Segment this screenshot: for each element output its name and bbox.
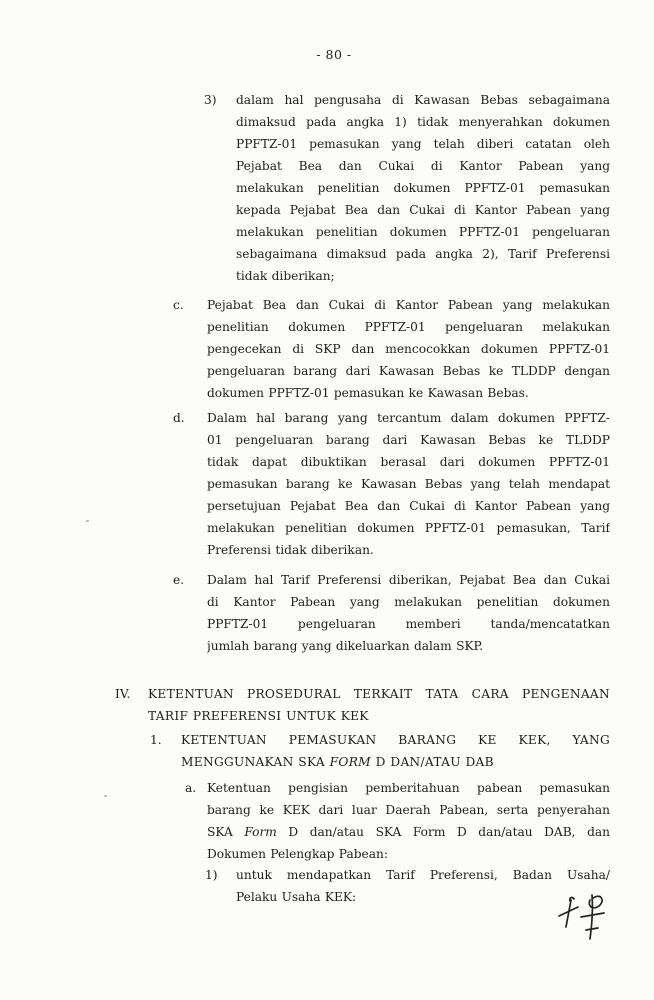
- list-item-e: [173, 569, 610, 657]
- list-marker: 3): [204, 93, 217, 107]
- text-line: Pelaku Usaha KEK:: [236, 890, 357, 904]
- section-marker: IV.: [115, 687, 131, 701]
- heading-line: KETENTUAN PEMASUKAN BARANG KE KEK, YANG: [181, 733, 610, 747]
- heading-line: KETENTUAN PROSEDURAL TERKAIT TATA CARA PENGENAAN: [148, 687, 610, 701]
- text-line: dimaksud pada angka 1) tidak menyerahkan dokumen: [236, 115, 610, 129]
- text-line: melakukan penelitian dokumen PPFTZ-01 pengeluaran: [236, 225, 610, 239]
- italic-form-text: Form: [244, 825, 277, 839]
- text-line: Dalam hal barang yang tercantum dalam dokumen PPFTZ-: [207, 411, 610, 425]
- scan-speck: [86, 520, 89, 522]
- text-segment: SKA: [207, 825, 245, 839]
- italic-form-text: FORM: [329, 755, 371, 769]
- text-line: sebagaimana dimaksud pada angka 2), Tarif Preferensi: [236, 247, 610, 261]
- text-line: melakukan penelitian dokumen PPFTZ-01 pemasukan, Tarif: [207, 521, 610, 535]
- page-number: - 80 -: [316, 47, 352, 62]
- text-line: dalam hal pengusaha di Kawasan Bebas sebagaimana: [236, 93, 610, 107]
- heading-text: MENGGUNAKAN SKA: [181, 755, 330, 769]
- text-line: dokumen PPFTZ-01 pemasukan ke Kawasan Bebas.: [207, 386, 529, 400]
- list-marker: a.: [185, 781, 197, 795]
- section-heading-iv: [115, 683, 610, 727]
- text-line: pengeluaran barang dari Kawasan Bebas ke TLDDP dengan: [207, 364, 610, 378]
- text-line: Dokumen Pelengkap Pabean:: [207, 847, 388, 861]
- list-item-3: [204, 89, 610, 287]
- text-line: 01 pengeluaran barang dari Kawasan Bebas ke TLDDP: [207, 433, 610, 447]
- text-line: Dalam hal Tarif Preferensi diberikan, Pejabat Bea dan Cukai: [207, 573, 610, 587]
- text-line: Ketentuan pengisian pemberitahuan pabean pemasukan: [207, 781, 610, 795]
- text-line: pengecekan di SKP dan mencocokkan dokumen PPFTZ-01: [207, 342, 610, 356]
- text-line: [207, 821, 610, 843]
- heading-line: TARIF PREFERENSI UNTUK KEK: [148, 709, 369, 723]
- heading-text: D DAN/ATAU DAB: [370, 755, 494, 769]
- text-line: kepada Pejabat Bea dan Cukai di Kantor Pabean yang: [236, 203, 610, 217]
- scan-speck: [104, 795, 107, 797]
- text-line: melakukan penelitian dokumen PPFTZ-01 pemasukan: [236, 181, 610, 195]
- list-item-1: [150, 729, 610, 773]
- list-item-d: [173, 407, 610, 561]
- text-line: PPFTZ-01 pemasukan yang telah diberi catatan oleh: [236, 137, 610, 151]
- text-line: penelitian dokumen PPFTZ-01 pengeluaran melakukan: [207, 320, 610, 334]
- text-line: Preferensi tidak diberikan.: [207, 543, 374, 557]
- text-line: barang ke KEK dari luar Daerah Pabean, serta penyerahan: [207, 803, 610, 817]
- text-line: tidak diberikan;: [236, 269, 335, 283]
- list-marker: c.: [173, 298, 184, 312]
- list-marker: 1.: [150, 733, 162, 747]
- text-line: Pejabat Bea dan Cukai di Kantor Pabean yang melakukan: [207, 298, 610, 312]
- list-marker: 1): [205, 868, 218, 882]
- text-line: PPFTZ-01 pengeluaran memberi tanda/mencatatkan: [207, 617, 610, 631]
- list-item-a: [185, 777, 610, 865]
- handwritten-initials: [548, 886, 612, 946]
- text-line: jumlah barang yang dikeluarkan dalam SKP.: [207, 639, 484, 653]
- heading-line: [181, 751, 610, 773]
- list-marker: d.: [173, 411, 185, 425]
- text-line: tidak dapat dibuktikan berasal dari dokumen PPFTZ-01: [207, 455, 610, 469]
- list-marker: e.: [173, 573, 185, 587]
- text-line: Pejabat Bea dan Cukai di Kantor Pabean yang: [236, 159, 610, 173]
- text-line: untuk mendapatkan Tarif Preferensi, Badan Usaha/: [236, 868, 610, 882]
- text-line: persetujuan Pejabat Bea dan Cukai di Kantor Pabean yang: [207, 499, 610, 513]
- list-item-c: [173, 294, 610, 404]
- text-line: pemasukan barang ke Kawasan Bebas yang telah mendapat: [207, 477, 610, 491]
- text-segment: D dan/atau SKA Form D dan/atau DAB, dan: [276, 825, 610, 839]
- text-line: di Kantor Pabean yang melakukan penelitian dokumen: [207, 595, 610, 609]
